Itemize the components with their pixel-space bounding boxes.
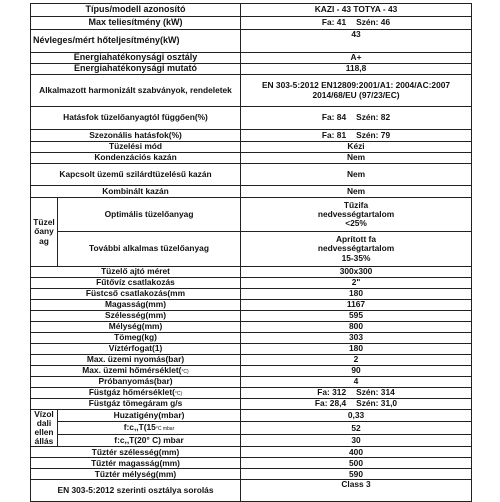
table-row [31,153,472,164]
row-label: Max. üzemi nyomás(bar) [31,355,241,366]
row-value: 2 [241,355,472,366]
row-value: 4 [241,377,472,388]
row-label: Huzatigény(mbar) [58,410,241,422]
row-label: Energiahatékonysági osztály [31,53,241,64]
table-row [31,434,472,446]
table-row [31,410,472,422]
label-text: Max. üzemi hőmérséklet( [82,365,182,376]
table-row [31,377,472,388]
row-label: Optimális tüzelőanyag [58,198,241,232]
row-label: EN 303-5:2012 szerinti osztálya sorolás [31,480,241,502]
row-label: Tüzelési mód [31,142,241,153]
table-row [31,300,472,311]
row-value: 303 [241,333,472,344]
table-row [31,322,472,333]
table-row [31,142,472,153]
row-label: Hatásfok tüzelőanyagtól függően(%) [31,107,241,130]
table-row [31,480,472,502]
table-row [31,388,472,399]
szen-value: Szén: 314 [356,387,395,398]
table-row [31,344,472,355]
table-row [31,366,472,377]
label-text: f:c,,T(15 [123,422,156,433]
fa-value: Fa: 41 [321,17,347,28]
row-label: Típus/modell azonosító [31,4,241,17]
fa-value: Fa: 84 [321,112,347,123]
row-value: 1167 [241,300,472,311]
table-row [31,458,472,469]
row-label: Próbanyomás(bar) [31,377,241,388]
table-row [31,333,472,344]
row-label: Szélesség(mm) [31,311,241,322]
row-value: 180 [241,344,472,355]
row-value: 2" [241,278,472,289]
row-value [241,107,472,130]
row-value: 43 [241,30,472,53]
value-line: nedvességtartalom [317,243,395,254]
row-value: Nem [241,164,472,186]
row-label: Alkalmazott harmonizált szabványok, rendeletek [31,75,241,107]
row-value: 90 [241,366,472,377]
row-label: Tűztér mélység(mm) [31,469,241,480]
table-row [31,4,472,17]
table-row [31,164,472,186]
table-row [31,422,472,434]
row-label [31,366,241,377]
row-label [58,422,241,434]
spec-table [30,3,472,502]
table-row [31,289,472,300]
table-row [31,130,472,142]
row-value: EN 303-5:2012 EN12809:2001/A1: 2004/AC:2007 2014/68/EU (97/23/EC) [241,75,472,107]
table-row [31,17,472,30]
table-row [31,53,472,64]
row-value: 500 [241,458,472,469]
row-label: Tüzelő ajtó méret [31,267,241,278]
table-row [31,75,472,107]
row-label: Tömeg(kg) [31,333,241,344]
fuel-group-label: Tüzel őany ag [31,198,58,267]
row-label: f:c,,T(20° C) mbar [58,434,241,446]
label-text: Füstgáz hőmérséklet( [88,387,175,398]
value-line: 15-35% [341,252,371,263]
row-label: Tűztér szélesség(mm) [31,447,241,458]
row-value: 800 [241,322,472,333]
row-value: Kézi [241,142,472,153]
fa-value: Fa: 81 [321,129,347,140]
resistance-group-label: Vízol dali ellen állás [31,410,58,447]
row-value: A+ [241,53,472,64]
value-line: <25% [345,218,367,229]
row-value [241,388,472,399]
row-value: 595 [241,311,472,322]
table-row [31,469,472,480]
row-label [31,388,241,399]
row-value [241,130,472,142]
table-row [31,30,472,53]
row-label: Magasság(mm) [31,300,241,311]
table-row [31,278,472,289]
row-value: KAZI - 43 TOTYA - 43 [241,4,472,17]
row-label: Szezonális hatásfok(%) [31,130,241,142]
unit-text: °C) [181,369,189,376]
table-row [31,399,472,410]
table-row [31,447,472,458]
szen-value: Szén: 31,0 [356,398,398,409]
row-value [241,198,472,232]
row-label: Kondenzációs kazán [31,153,241,164]
row-value: 52 [241,422,472,434]
szen-value: Szén: 46 [356,17,391,28]
fa-value: Fa: 28,4 [314,398,347,409]
value-line: nedvességtartalom [317,208,395,219]
row-value: Nem [241,186,472,198]
row-label: Névleges/mért hőteljesítmény(kW) [31,30,241,53]
row-label: További alkalmas tüzelőanyag [58,232,241,267]
row-value: 30 [241,434,472,446]
table-row [31,311,472,322]
row-value [241,399,472,410]
szen-value: Szén: 82 [356,112,391,123]
table-row [31,198,472,232]
row-value: 400 [241,447,472,458]
row-label: Energiahatékonysági mutató [31,64,241,75]
unit-text: °C) [174,391,183,398]
table-row [31,107,472,130]
table-row [31,355,472,366]
row-value: Class 3 [241,480,472,502]
row-label: Kombinált kazán [31,186,241,198]
row-label: Füstcső csatlakozás(mm [31,289,241,300]
row-value [241,17,472,30]
row-value: 590 [241,469,472,480]
fa-value: Fa: 312 [317,387,347,398]
row-value: 300x300 [241,267,472,278]
row-label: Füstgáz tömegáram g/s [31,399,241,410]
row-value: 0,33 [241,410,472,422]
table-row [31,232,472,267]
row-label: Kapcsolt üzemű szilárdtüzelésű kazán [31,164,241,186]
row-label: Víztérfogat(1) [31,344,241,355]
row-label: Tűztér magasság(mm) [31,458,241,469]
table-row [31,267,472,278]
table-row [31,64,472,75]
szen-value: Szén: 79 [356,129,391,140]
unit-text: °C mbar [155,426,175,433]
row-label: Fűtővíz csatlakozás [31,278,241,289]
row-value [241,232,472,267]
row-label: Max teliesítmény (kW) [31,17,241,30]
boiler-spec-sheet [30,3,471,496]
value-line: Aprított fa [336,234,377,245]
table-row [31,186,472,198]
row-value: 118,8 [241,64,472,75]
row-label: Mélység(mm) [31,322,241,333]
row-value: Nem [241,153,472,164]
value-line: Tűzifa [343,199,369,210]
row-value: 180 [241,289,472,300]
